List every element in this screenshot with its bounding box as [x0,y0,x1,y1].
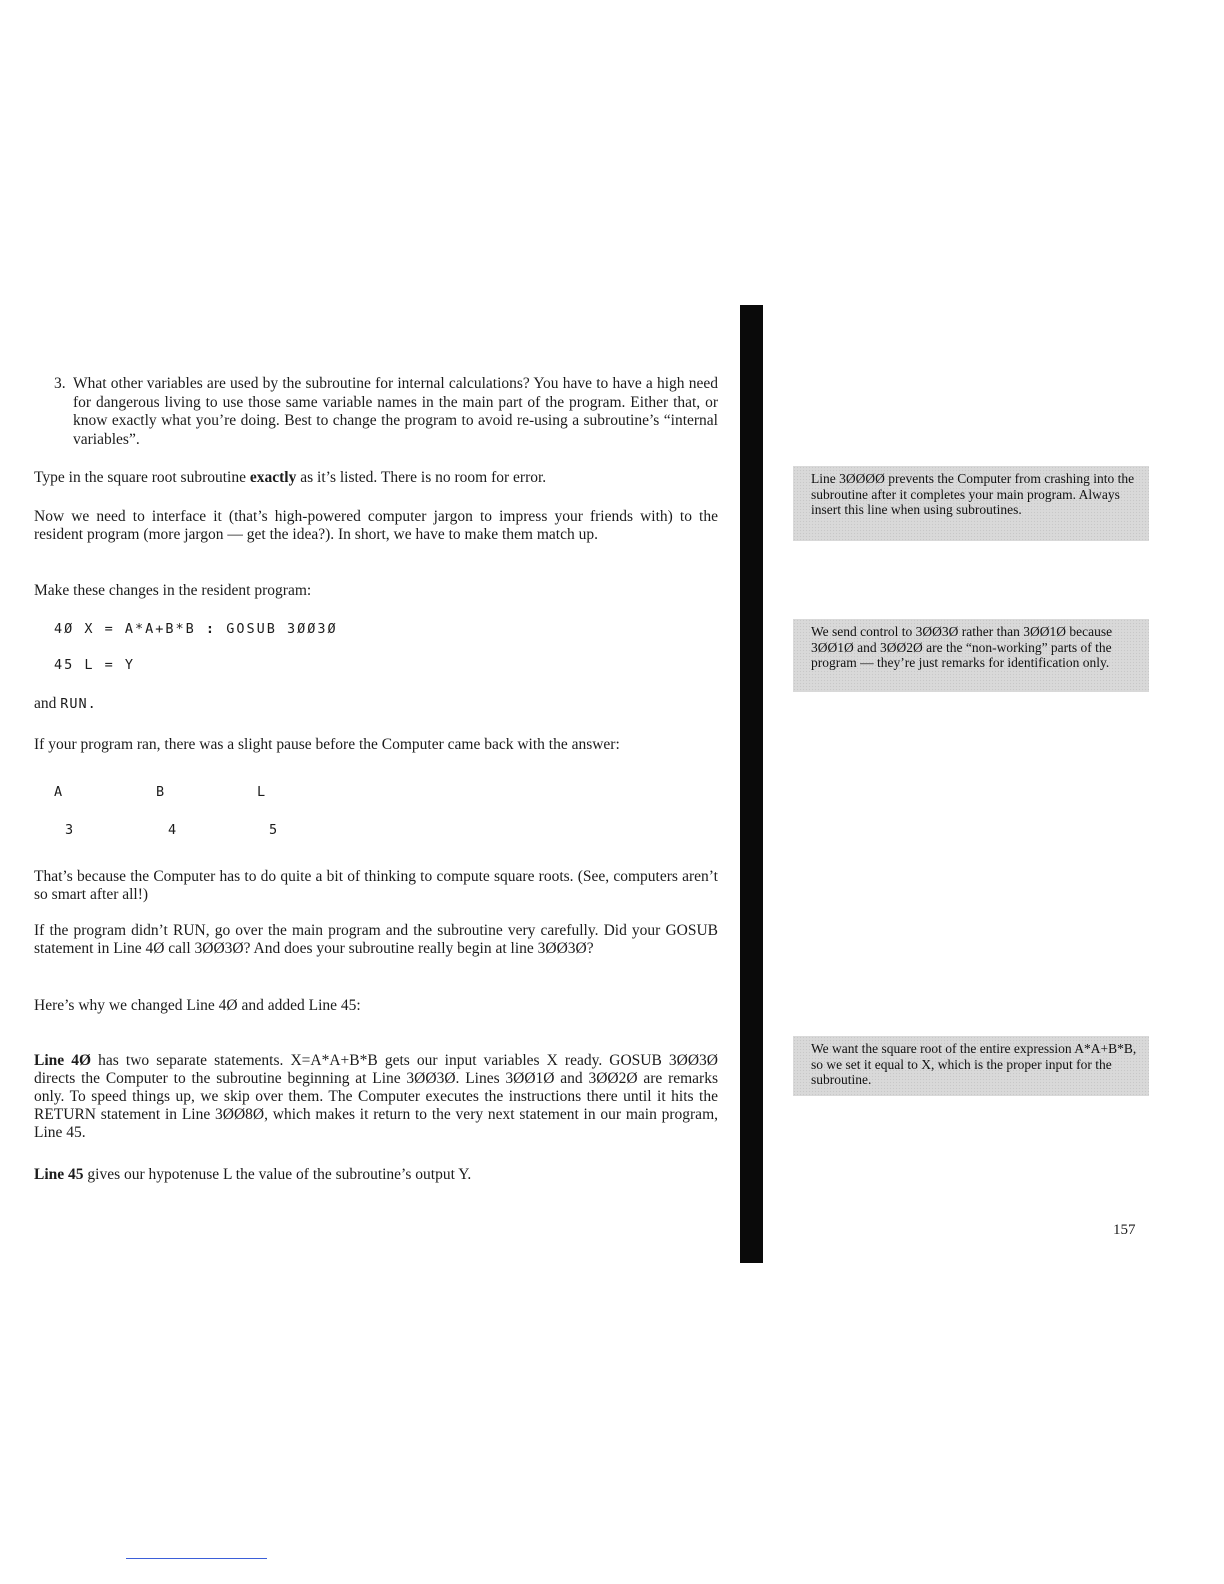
code-text: GOSUB 3ØØ3Ø [216,621,338,637]
paragraph-type-in [34,469,718,487]
code-line-45: 45 L = Y [54,657,136,673]
paragraph-didnt-run: If the program didn’t RUN, go over the main program and the subroutine very carefully. Did your GOSUB statement in Line 4Ø call 3ØØ3Ø? And does your subroutine really begin at line 3ØØ3Ø? [34,922,718,957]
code-colon: : [205,621,217,637]
text-run: gives our hypotenuse L the value of the subroutine’s output Y. [83,1166,472,1183]
paragraph-heres-why: Here’s why we changed Line 4Ø and added Line 45: [34,997,361,1014]
text-run: has two separate statements. X=A*A+B*B gets our input variables X ready. GOSUB 3ØØ3Ø directs the Computer to the subroutine beginning at Line 3ØØ3Ø. Lines 3ØØ1Ø and 3ØØ2Ø are remarks only. To speed things up, we skip over them. The Computer executes the instructions there until it hits the RETURN statement in Line 3ØØ8Ø, which makes it return to the very next statement in our main program, Line 45. [34,1052,719,1141]
table-cell: 4 [168,822,177,838]
list-item-number: 3. [54,375,66,392]
emphasis-text: exactly [249,469,297,486]
text-run: and [34,695,61,712]
table-header: L [257,784,266,800]
paragraph-line-45 [34,1166,718,1184]
paragraph-and-run [34,695,718,713]
margin-note: We send control to 3ØØ3Ø rather than 3ØØ1Ø because 3ØØ1Ø and 3ØØ2Ø are the “non-working” parts of the program — they’re just remarks for identification only. [793,619,1149,692]
paragraph-thats-because: That’s because the Computer has to do quite a bit of thinking to compute square roots. (See, computers aren’t so smart after all!) [34,868,718,903]
margin-rule [740,305,763,1263]
text-run: as it’s listed. There is no room for error. [296,469,547,486]
list-item-text: What other variables are used by the subroutine for internal calculations? You have to have a high need for dangerous living to use those same variable names in the main part of the program. Either that, or know exactly what you’re doing. Best to change the program to avoid re-using a subroutine’s “internal variables”. [73,375,718,448]
table-header: A [54,784,63,800]
margin-note: We want the square root of the entire expression A*A+B*B, so we set it equal to X, which is the proper input for the subroutine. [793,1036,1149,1096]
line-label: Line 4Ø [34,1052,92,1069]
paragraph-line-40 [34,1052,718,1142]
text-run: Type in the square root subroutine [34,469,250,486]
line-label: Line 45 [34,1166,84,1183]
code-inline: RUN. [60,696,97,712]
code-text: 4Ø X = A*A+B*B [54,621,206,637]
page-number: 157 [1113,1222,1136,1238]
table-cell: 3 [65,822,74,838]
table-cell: 5 [269,822,278,838]
footer-rule [126,1558,267,1559]
paragraph-if-ran: If your program ran, there was a slight pause before the Computer came back with the answer: [34,736,620,753]
paragraph-make-changes: Make these changes in the resident program: [34,582,312,599]
list-item-3 [54,375,718,449]
table-header: B [156,784,165,800]
code-line-40 [54,621,338,637]
margin-note: Line 3ØØØØ prevents the Computer from crashing into the subroutine after it completes your main program. Always insert this line when using subroutines. [793,466,1149,541]
paragraph-interface: Now we need to interface it (that’s high-powered computer jargon to impress your friends with) to the resident program (more jargon — get the idea?). In short, we have to make them match up. [34,508,718,543]
